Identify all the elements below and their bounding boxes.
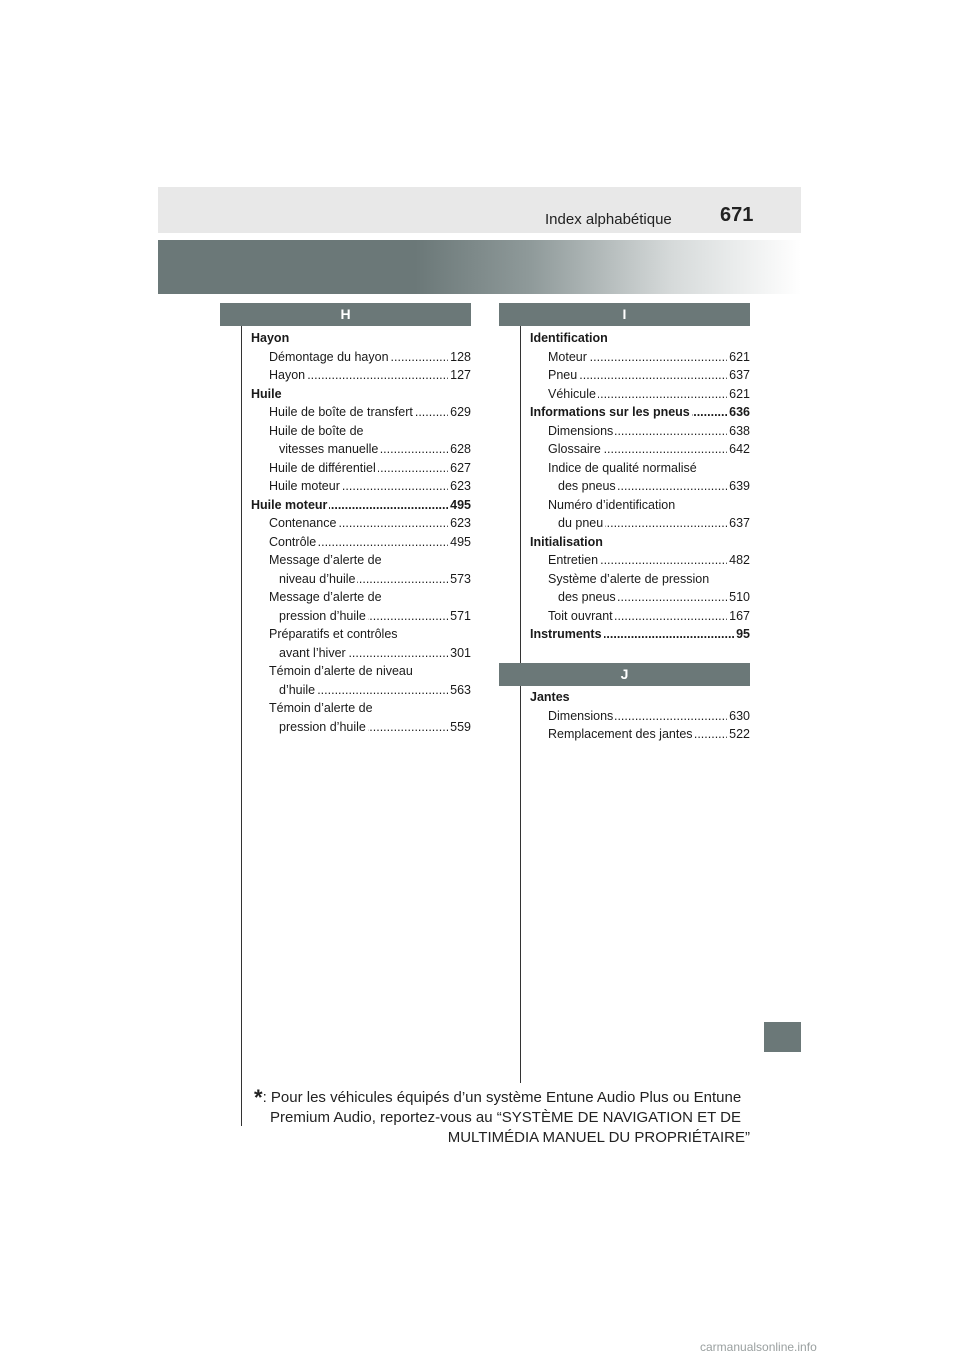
index-entry	[530, 725, 750, 744]
index-entry-page: 167	[727, 607, 750, 626]
index-entry	[251, 496, 471, 515]
index-entry	[251, 440, 471, 459]
index-entry	[251, 366, 471, 385]
index-entry	[251, 477, 471, 496]
index-entry-page: 301	[448, 644, 471, 663]
index-entry	[251, 403, 471, 422]
index-entry-label: niveau d’huile	[279, 571, 356, 586]
index-entry-page: 510	[727, 588, 750, 607]
index-entry-page: 495	[448, 496, 471, 515]
header-bar	[158, 187, 801, 233]
index-entry-page: 636	[727, 403, 750, 422]
index-entry	[530, 477, 750, 496]
index-entry-label: Numéro d’identification	[548, 497, 676, 512]
index-entry-label: Huile	[251, 386, 282, 401]
index-entry-label: pression d’huile	[279, 719, 366, 734]
index-entry	[251, 588, 471, 607]
index-entry-label: Message d’alerte de	[269, 553, 382, 567]
index-column-j	[530, 688, 750, 744]
index-entry	[251, 348, 471, 367]
index-entry-label: Démontage du hayon	[269, 349, 389, 364]
index-entry-label: Témoin d’alerte de	[269, 701, 373, 715]
index-entry	[251, 681, 471, 700]
index-entry-label: Informations sur les pneus	[530, 405, 690, 419]
index-entry	[251, 570, 471, 589]
index-entry-page: 629	[448, 403, 471, 422]
index-entry	[530, 688, 750, 707]
index-entry	[530, 496, 750, 515]
index-entry-label: Moteur	[548, 349, 587, 364]
index-entry-page: 623	[448, 514, 471, 533]
index-entry-label: Identification	[530, 331, 608, 345]
footnote	[254, 1085, 750, 1148]
index-entry	[530, 570, 750, 589]
index-entry-label: d’huile	[279, 682, 316, 697]
index-entry-label: Instruments	[530, 627, 602, 641]
index-entry-page: 630	[727, 707, 750, 726]
index-entry	[251, 625, 471, 644]
index-entry-label: Huile de boîte de transfert	[269, 405, 413, 419]
index-entry	[251, 644, 471, 663]
index-entry	[530, 459, 750, 478]
index-entry-label: pression d’huile	[279, 608, 366, 623]
index-entry	[251, 459, 471, 478]
index-entry-label: Huile de boîte de	[269, 423, 364, 438]
index-entry-page: 563	[448, 681, 471, 700]
index-entry-page: 627	[448, 459, 471, 478]
index-entry-label: vitesses manuelle	[279, 442, 379, 456]
index-entry	[530, 385, 750, 404]
index-entry-label: Message d’alerte de	[269, 590, 382, 604]
index-entry-page: 637	[727, 514, 750, 533]
index-entry	[530, 588, 750, 607]
index-entry-label: du pneu	[558, 516, 604, 530]
index-entry-label: Véhicule	[548, 386, 596, 401]
index-entry-page: 495	[448, 533, 471, 552]
index-entry-page: 628	[448, 440, 471, 459]
index-entry-page: 482	[727, 551, 750, 570]
index-entry-label: des pneus	[558, 479, 616, 493]
index-entry-page: 621	[727, 385, 750, 404]
index-entry-page: 571	[448, 607, 471, 626]
index-entry	[251, 422, 471, 441]
index-entry	[530, 607, 750, 626]
header-title: Index alphabétique	[545, 211, 672, 228]
index-entry	[530, 329, 750, 348]
index-entry	[251, 514, 471, 533]
index-entry-label: Système d’alerte de pression	[548, 571, 710, 586]
middle-column-rule	[520, 326, 521, 1083]
index-entry	[251, 533, 471, 552]
index-entry	[251, 662, 471, 681]
index-entry-label: Huile de différentiel	[269, 460, 376, 475]
index-entry-label: Glossaire	[548, 442, 601, 456]
index-entry-page: 621	[727, 348, 750, 367]
index-entry	[251, 699, 471, 718]
section-head-h: H	[220, 303, 471, 326]
decorative-band	[158, 240, 801, 294]
index-entry-label: Hayon	[251, 331, 290, 345]
index-entry-label: Dimensions	[548, 423, 614, 438]
index-entry-label: Pneu	[548, 368, 578, 382]
index-entry-label: Préparatifs et contrôles	[269, 627, 398, 641]
footnote-line-1: : Pour les véhicules équipés d’un système Entune Audio Plus ou Entune	[262, 1089, 742, 1106]
index-entry	[530, 440, 750, 459]
watermark: carmanualsonline.info	[700, 1340, 817, 1354]
index-entry-label: Contenance	[269, 516, 337, 530]
index-entry-page: 127	[448, 366, 471, 385]
index-entry	[251, 607, 471, 626]
index-entry-label: Huile moteur	[269, 479, 340, 493]
footnote-line-2: Premium Audio, reportez-vous au “SYSTÈME DE NAVIGATION ET DE	[270, 1109, 741, 1126]
index-entry-label: Hayon	[269, 368, 306, 382]
index-entry	[530, 625, 750, 644]
index-entry	[530, 366, 750, 385]
index-entry-page: 623	[448, 477, 471, 496]
left-column-rule	[241, 326, 242, 1126]
index-entry-label: Huile moteur	[251, 497, 328, 512]
index-entry	[530, 403, 750, 422]
index-entry	[251, 329, 471, 348]
index-entry-label: Dimensions	[548, 708, 614, 723]
index-entry-label: des pneus	[558, 590, 616, 604]
footnote-star: *	[254, 1085, 263, 1110]
index-entry	[530, 348, 750, 367]
index-entry-label: Initialisation	[530, 534, 603, 549]
index-entry-label: avant l’hiver	[279, 645, 346, 660]
index-entry-label: Contrôle	[269, 534, 317, 549]
index-entry-label: Remplacement des jantes	[548, 727, 693, 741]
index-entry-page: 642	[727, 440, 750, 459]
index-entry-page: 638	[727, 422, 750, 441]
index-entry	[251, 385, 471, 404]
index-entry-label: Jantes	[530, 690, 570, 704]
index-entry-label: Indice de qualité normalisé	[548, 460, 697, 475]
index-entry-page: 559	[448, 718, 471, 737]
index-entry-label: Toit ouvrant	[548, 608, 613, 623]
index-entry-page: 573	[448, 570, 471, 589]
section-head-i: I	[499, 303, 750, 326]
page-number: 671	[720, 204, 754, 226]
index-entry	[530, 533, 750, 552]
index-entry	[251, 551, 471, 570]
index-entry-label: Témoin d’alerte de niveau	[269, 664, 413, 678]
index-entry-page: 128	[448, 348, 471, 367]
index-column-i	[530, 329, 750, 644]
section-head-j: J	[499, 663, 750, 686]
index-entry	[530, 551, 750, 570]
index-entry-page: 522	[727, 725, 750, 744]
index-entry	[530, 422, 750, 441]
index-entry-page: 639	[727, 477, 750, 496]
index-entry-label: Entretien	[548, 553, 599, 567]
index-entry-page: 95	[734, 625, 750, 644]
index-entry	[530, 707, 750, 726]
index-entry	[251, 718, 471, 737]
side-tab	[764, 1022, 801, 1052]
footnote-line-3: MULTIMÉDIA MANUEL DU PROPRIÉTAIRE”	[447, 1129, 750, 1146]
index-entry-page: 637	[727, 366, 750, 385]
index-column-h	[251, 329, 471, 736]
index-entry	[530, 514, 750, 533]
